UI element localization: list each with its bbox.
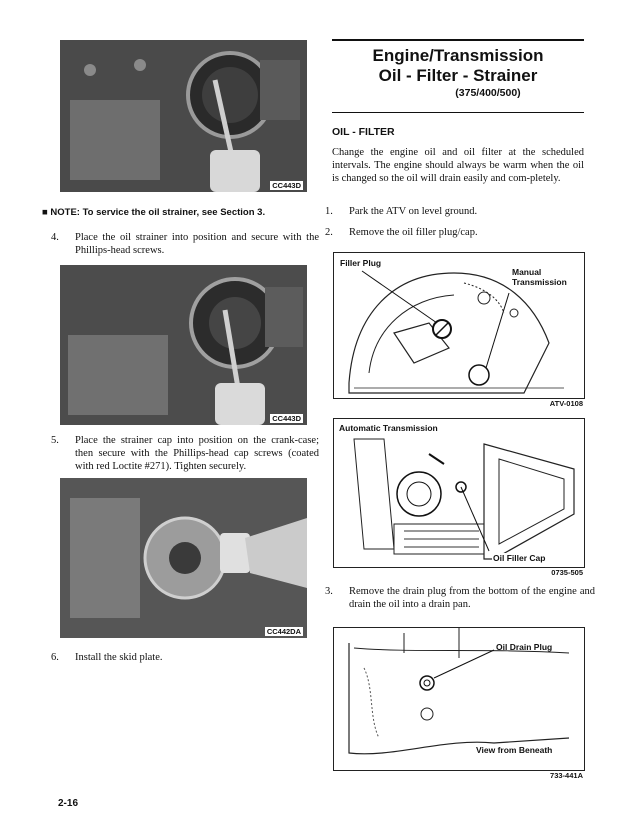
photo3-illustration [60,478,307,638]
diagram1-illustration [334,253,584,398]
label-oil-drain-plug: Oil Drain Plug [496,642,553,652]
label-automatic-transmission: Automatic Transmission [339,423,438,433]
title-subtitle: (375/400/500) [455,87,521,99]
diagram-filler-plug [333,252,585,399]
step-1-text: Park the ATV on level ground. [349,206,478,217]
step-3 [325,585,595,611]
title-line-2: Oil - Filter - Strainer [378,66,538,85]
diagram1-code: ATV-0108 [549,399,583,408]
photo1-illustration [60,40,307,192]
step-2-number: 2. [325,227,333,238]
step-6-number: 6. [51,652,59,663]
photo-strainer-cap-install [60,478,307,638]
label-filler-plug: Filler Plug [340,258,382,268]
photo-strainer-phillips-screws [60,265,307,425]
step-4-number: 4. [51,232,59,243]
diagram3-code: 733-441A [550,771,583,780]
step-1-number: 1. [325,206,333,217]
intro-paragraph: Change the engine oil and oil filter at the scheduled intervals. The engine should always be warm when the oil is changed so the oil will drain easily and com-pletely. [332,147,584,184]
section-heading: OIL - FILTER [332,126,395,138]
square-bullet-icon: ■ [42,207,51,218]
diagram-oil-drain-plug [333,627,585,771]
step-2-text: Remove the oil filler plug/cap. [349,227,478,238]
photo3-code: CC442DA [266,627,301,636]
note-text: NOTE: To service the oil strainer, see Section 3. [50,207,266,218]
step-4 [51,231,319,257]
photo2-code: CC443D [272,414,301,423]
label-manual: Manual [512,267,542,277]
photo2-illustration [60,265,307,425]
title-top-rule [332,39,584,41]
page-number: 2-16 [58,798,79,809]
label-view-from-beneath: View from Beneath [476,745,553,755]
step-5-text: Place the strainer cap into position on the crank-case; then secure with the Phillips-head cap screws (coated with red Loctite #271). Tighten securely. [75,435,319,472]
diagram-automatic-transmission [333,418,585,568]
title-bottom-rule [332,112,584,113]
step-2 [325,226,595,239]
label-transmission: Transmission [512,277,567,287]
page-title [332,46,584,100]
note-line [42,207,322,218]
step-3-number: 3. [325,586,333,597]
step-5-number: 5. [51,435,59,446]
photo-oil-strainer-installed [60,40,307,192]
label-oil-filler-cap: Oil Filler Cap [493,553,546,563]
photo1-code: CC443D [272,181,301,190]
diagram2-code: 0735-505 [551,568,583,577]
step-6 [51,651,319,664]
step-1 [325,205,595,218]
step-5 [51,434,319,473]
title-line-1: Engine/Transmission [372,46,544,65]
step-4-text: Place the oil strainer into position and secure with the Phillips-head screws. [75,232,319,256]
diagram2-illustration [334,419,584,567]
step-3-text: Remove the drain plug from the bottom of the engine and drain the oil into a drain pan. [349,586,595,610]
step-6-text: Install the skid plate. [75,652,163,663]
